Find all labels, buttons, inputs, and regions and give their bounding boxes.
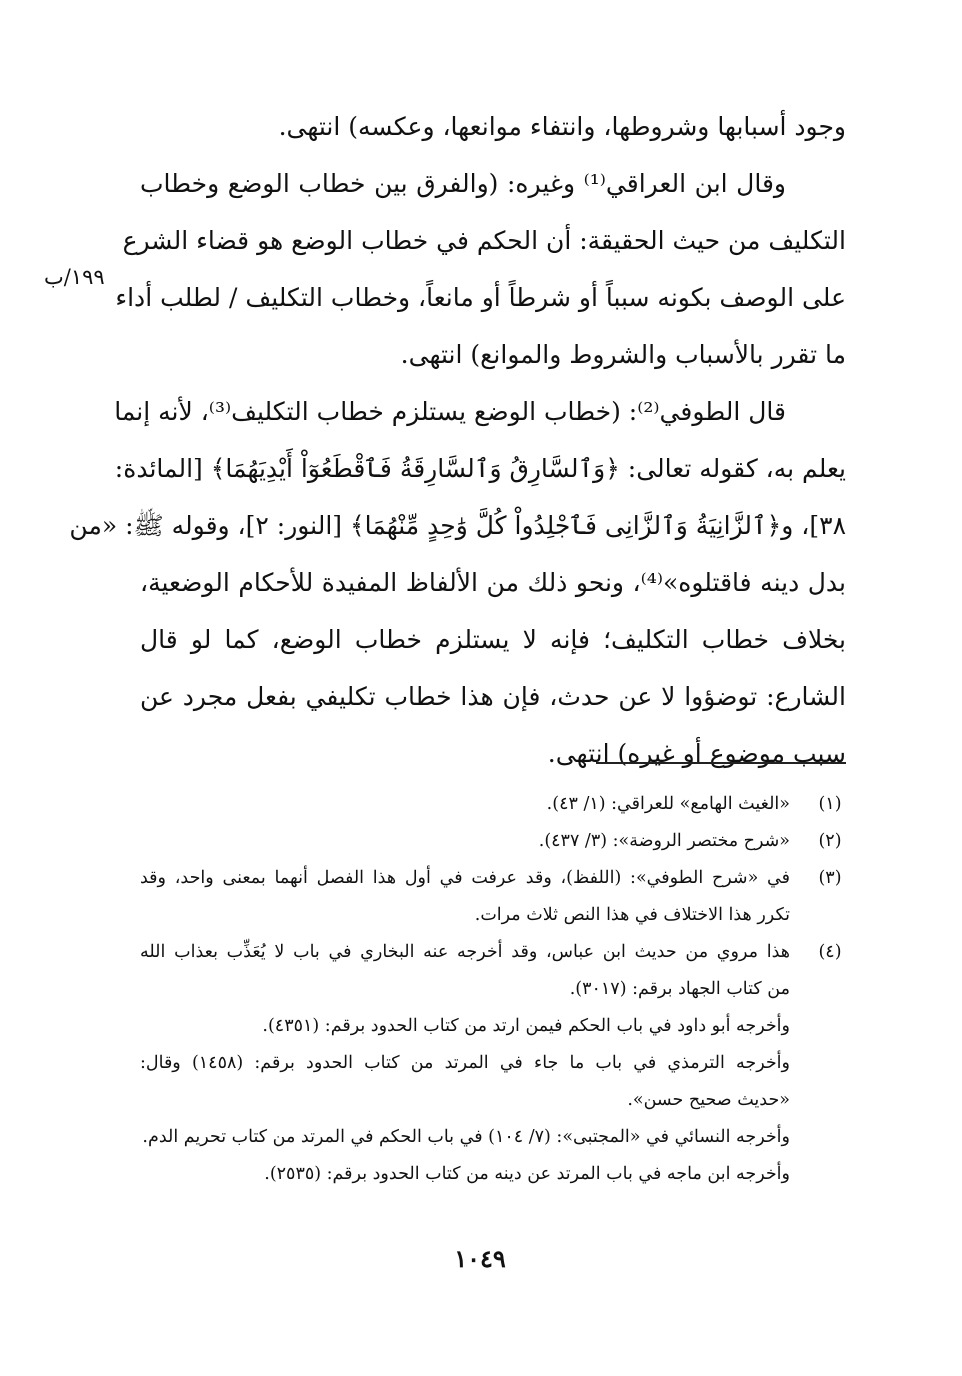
body-line: سبب موضوع أو غيره) انتهى. <box>547 739 846 768</box>
footnote-line: من كتاب الجهاد برقم: (٣٠١٧). <box>569 979 790 999</box>
footnote-3 <box>140 860 850 934</box>
footnote-line: وأخرجه ابن ماجه في باب المرتد عن دينه من كتاب الحدود برقم: (٢٥٣٥). <box>264 1164 790 1184</box>
body-line: ٣٨]، و﴿ٱلزَّانِيَةُ وَٱلزَّانِى فَٱجْلِدُواْ كُلَّ وَٰحِدٍ مِّنْهُمَا﴾ [النور: ٢]، وقوله ﷺ: «من <box>69 511 846 540</box>
body-line: على الوصف بكونه سبباً أو شرطاً أو مانعاً، وخطاب التكليف / لطلب أداء <box>115 283 846 312</box>
footnote-number: (١) <box>818 794 842 814</box>
page-number: ١٠٤٩ <box>454 1244 506 1273</box>
footnote-number: (٣) <box>818 868 842 888</box>
footnote-line: «حديث صحيح حسن». <box>627 1090 790 1110</box>
footnote-line: «الغيث الهامع» للعراقي: (١/ ٤٣). <box>546 794 790 814</box>
body-line: قال الطوفي⁽²⁾: (خطاب الوضع يستلزم خطاب التكليف⁽³⁾، لأنه إنما <box>114 397 786 426</box>
footnote-line: وأخرجه أبو داود في باب الحكم فيمن ارتد من كتاب الحدود برقم: (٤٣٥١). <box>262 1016 790 1036</box>
footnote-separator <box>596 762 846 764</box>
body-line: وقال ابن العراقي⁽¹⁾ وغيره: (والفرق بين خطاب الوضع وخطاب <box>140 169 786 198</box>
body-line: الشارع: توضؤوا لا عن حدث، فإن هذا خطاب تكليفي بفعل مجرد عن <box>140 682 847 711</box>
footnote-line: هذا مروي من حديث ابن عباس، وقد أخرجه عنه البخاري في باب لا يُعَذِّب بعذاب الله <box>140 942 790 962</box>
footnotes <box>140 786 850 1193</box>
body-line: التكليف من حيث الحقيقة: أن الحكم في خطاب الوضع هو قضاء الشرع <box>122 226 846 255</box>
footnote-number: (٢) <box>818 831 842 851</box>
body-line: بدل دينه فاقتلوه»⁽⁴⁾، ونحو ذلك من الألفاظ المفيدة للأحكام الوضعية، <box>140 568 847 597</box>
footnote-number: (٤) <box>818 942 842 962</box>
footnote-line: وأخرجه الترمذي في باب ما جاء في المرتد من كتاب الحدود برقم: (١٤٥٨) وقال: <box>140 1053 790 1073</box>
folio-margin-note: ١٩٩/ب <box>44 265 105 289</box>
footnote-line: تكرر هذا الاختلاف في هذا النص ثلاث مرات. <box>474 905 790 925</box>
footnote-line: «شرح مختصر الروضة»: (٣/ ٤٣٧). <box>538 831 790 851</box>
body-line: بخلاف خطاب التكليف؛ فإنه لا يستلزم خطاب الوضع، كما لو قال <box>140 625 846 654</box>
body-line: ما تقرر بالأسباب والشروط والموانع) انتهى. <box>400 340 846 369</box>
footnote-line: في «شرح الطوفي»: (اللفظ)، وقد عرفت في أول هذا الفصل أنهما بمعنى واحد، وقد <box>140 868 790 888</box>
footnote-2 <box>140 823 850 860</box>
footnote-line: وأخرجه النسائي في «المجتبى»: (٧/ ١٠٤) في باب الحكم في المرتد من كتاب تحريم الدم. <box>142 1127 790 1147</box>
body-line: يعلم به، كقوله تعالى: ﴿وَٱلسَّارِقُ وَٱلسَّارِقَةُ فَٱقْطَعُوٓاْ أَيْدِيَهُمَا﴾ [المائدة: <box>114 454 846 483</box>
footnote-1 <box>140 786 850 823</box>
footnote-4 <box>140 934 850 1193</box>
body-line: وجود أسبابها وشروطها، وانتفاء موانعها، وعكسه) انتهى. <box>278 112 846 141</box>
